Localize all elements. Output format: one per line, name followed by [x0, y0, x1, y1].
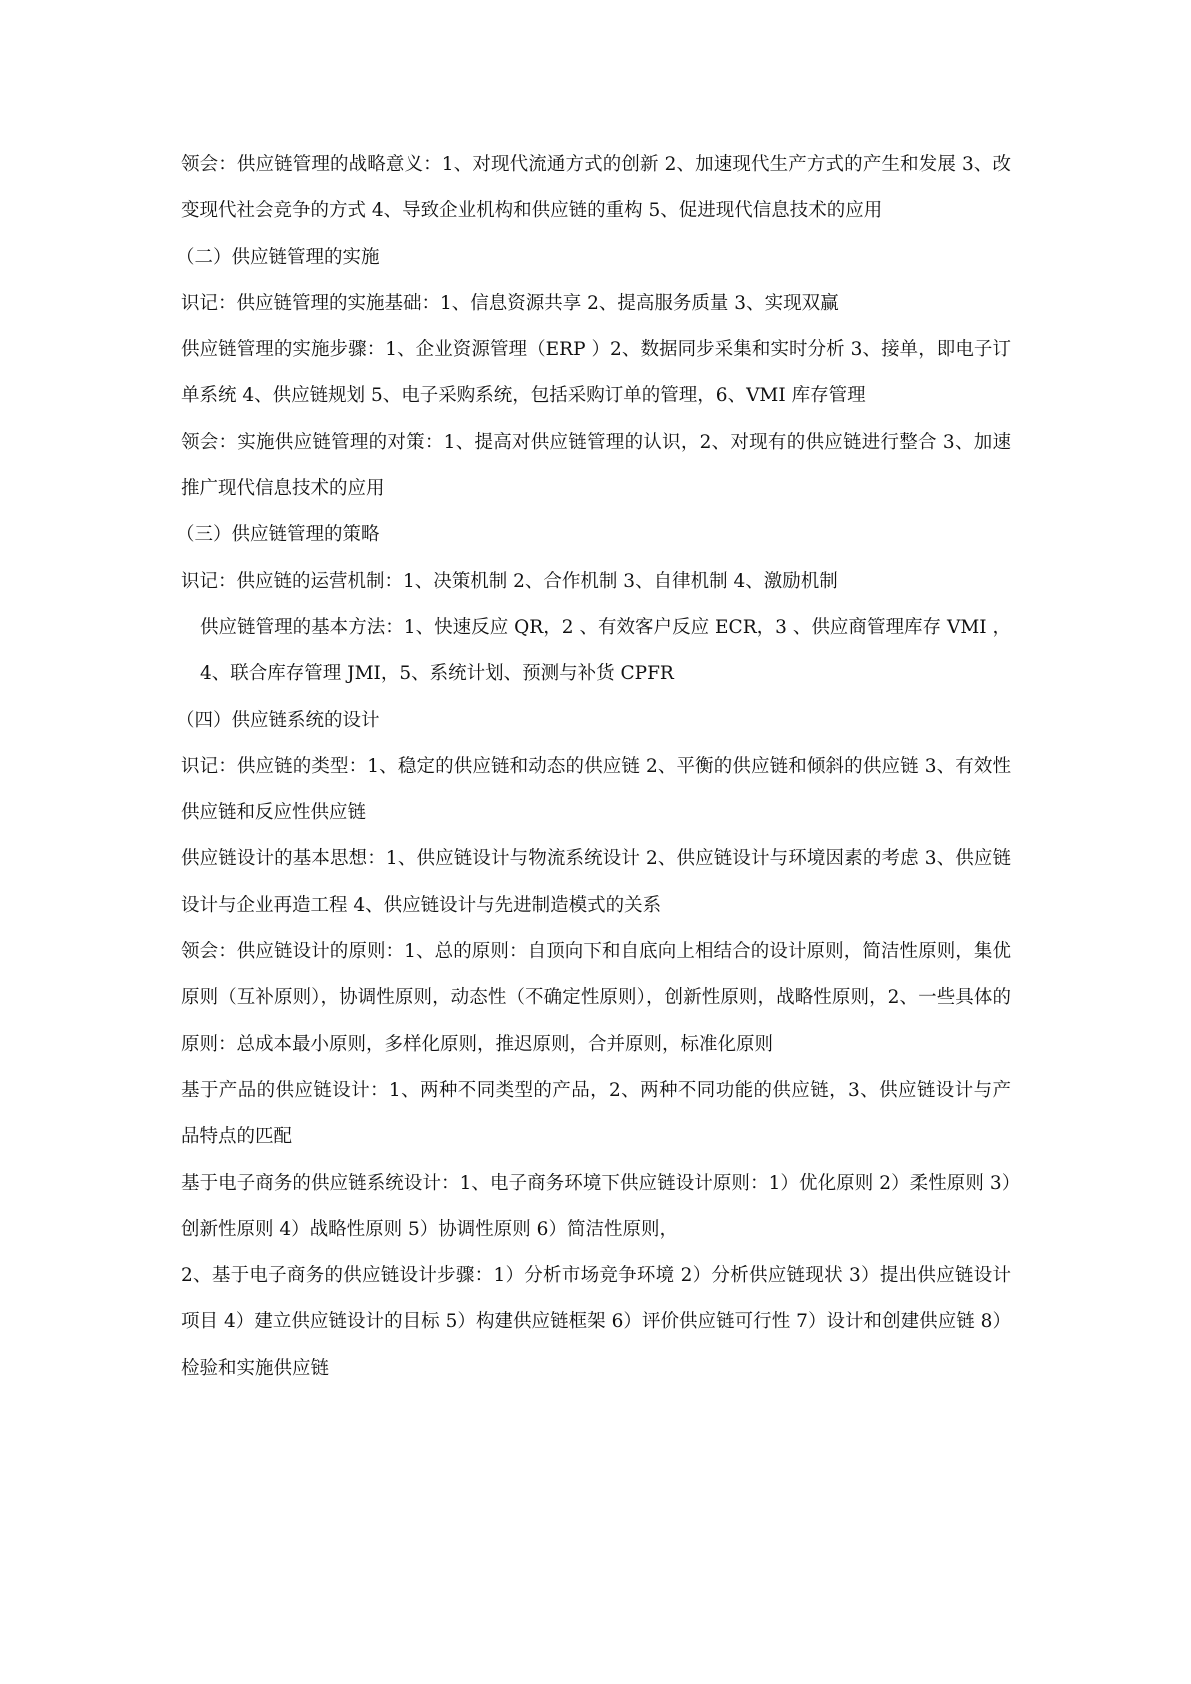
- paragraph-ecommerce-design-steps: 2、基于电子商务的供应链设计步骤：1）分析市场竞争环境 2）分析供应链现状 3）提出供应链设计项目 4）建立供应链设计的目标 5）构建供应链框架 6）评价供应链可行性 7）设计和创建供应链 8）检验和实施供应链: [181, 1265, 1011, 1379]
- paragraph-implementation-countermeasures: 领会：实施供应链管理的对策：1、提高对供应链管理的认识，2、对现有的供应链进行整合 3、加速推广现代信息技术的应用: [181, 431, 1011, 500]
- section-heading-system-design: （四）供应链系统的设计: [176, 709, 380, 731]
- section-heading-strategy: （三）供应链管理的策略: [176, 524, 380, 546]
- paragraph-implementation-steps: 供应链管理的实施步骤：1、企业资源管理（ERP ）2、数据同步采集和实时分析 3、接单，即电子订单系统 4、供应链规划 5、电子采购系统，包括采购订单的管理，6、VMI 库存管理: [181, 339, 1011, 407]
- section-heading-implementation: （二）供应链管理的实施: [176, 246, 380, 268]
- paragraph-strategic-significance: 领会：供应链管理的战略意义：1、对现代流通方式的创新 2、加速现代生产方式的产生和发展 3、改变现代社会竞争的方式 4、导致企业机构和供应链的重构 5、促进现代信息技术的应用: [181, 154, 1011, 222]
- paragraph-operating-mechanism: 识记：供应链的运营机制：1、决策机制 2、合作机制 3、自律机制 4、激励机制: [181, 570, 838, 592]
- paragraph-implementation-basis: 识记：供应链管理的实施基础：1、信息资源共享 2、提高服务质量 3、实现双赢: [181, 292, 839, 314]
- paragraph-design-principles: 领会：供应链设计的原则：1、总的原则：自顶向下和自底向上相结合的设计原则，简洁性原则，集优原则（互补原则），协调性原则，动态性（不确定性原则），创新性原则，战略性原则，2、一些具体的原则：总成本最小原则，多样化原则，推迟原则，合并原则，标准化原则: [181, 941, 1011, 1055]
- paragraph-supply-chain-types: 识记：供应链的类型：1、稳定的供应链和动态的供应链 2、平衡的供应链和倾斜的供应链 3、有效性供应链和反应性供应链: [181, 755, 1011, 824]
- paragraph-ecommerce-design-principles: 基于电子商务的供应链系统设计：1、电子商务环境下供应链设计原则：1）优化原则 2）柔性原则 3）创新性原则 4）战略性原则 5）协调性原则 6）简洁性原则，: [181, 1172, 1011, 1240]
- paragraph-basic-methods: 供应链管理的基本方法：1、快速反应 QR，2 、有效客户反应 ECR，3 、供应商管理库存 VMI ，4、联合库存管理 JMI，5、系统计划、预测与补货 CPFR: [200, 616, 1011, 685]
- paragraph-design-basic-ideas: 供应链设计的基本思想：1、供应链设计与物流系统设计 2、供应链设计与环境因素的考虑 3、供应链设计与企业再造工程 4、供应链设计与先进制造模式的关系: [181, 848, 1011, 916]
- paragraph-product-based-design: 基于产品的供应链设计：1、两种不同类型的产品，2、两种不同功能的供应链，3、供应链设计与产品特点的匹配: [181, 1079, 1011, 1148]
